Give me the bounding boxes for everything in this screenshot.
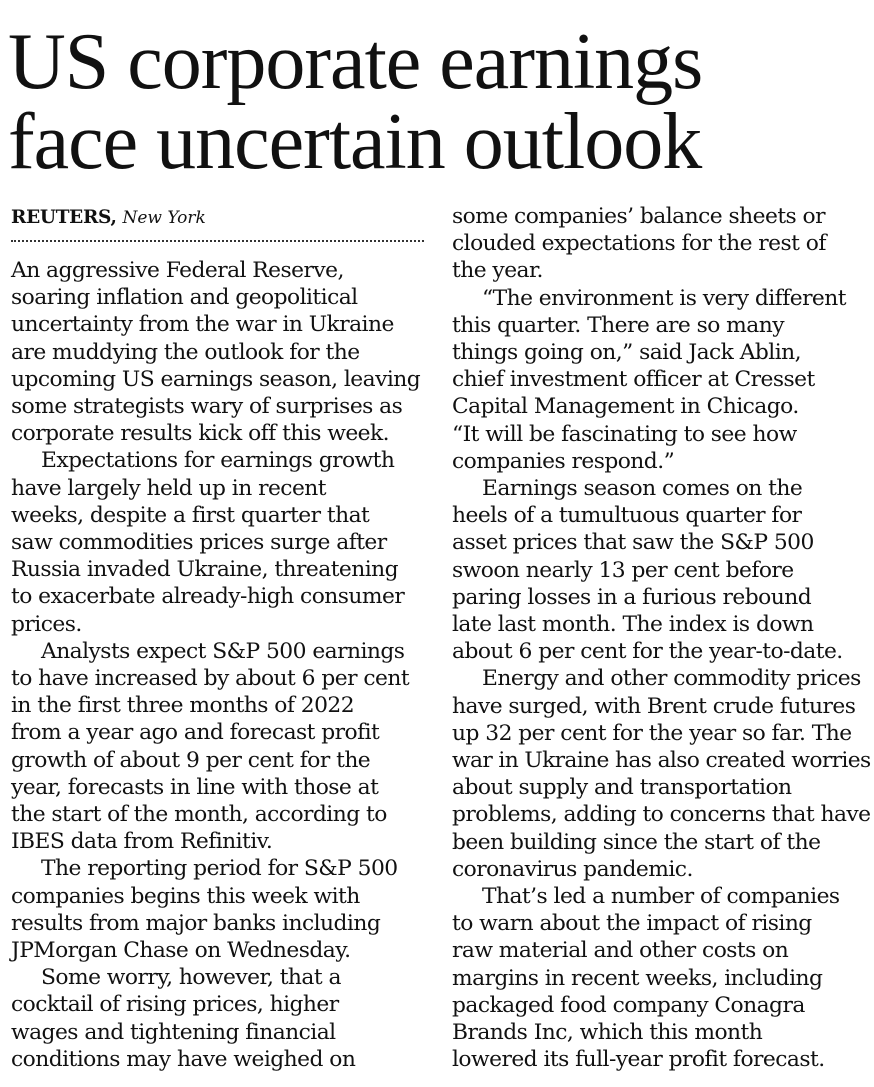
paragraph	[11, 855, 431, 964]
text-line: soaring inflation and geopolitical	[11, 285, 358, 311]
text-line: Energy and other commodity prices	[482, 666, 861, 692]
text-line: have largely held up in recent	[11, 475, 326, 501]
text-line: asset prices that saw the S&P 500	[452, 530, 814, 556]
paragraph	[11, 964, 431, 1073]
text-line: margins in recent weeks, including	[452, 965, 823, 991]
text-line: corporate results kick off this week.	[11, 421, 390, 447]
text-line: growth of about 9 per cent for the	[11, 747, 371, 773]
text-line: Expectations for earnings growth	[41, 448, 395, 474]
paragraph	[452, 883, 872, 1073]
text-line: raw material and other costs on	[452, 938, 789, 964]
text-line: to have increased by about 6 per cent	[11, 666, 410, 692]
text-line: prices.	[11, 611, 82, 637]
text-line: IBES data from Refinitiv.	[11, 829, 273, 855]
text-line: An aggressive Federal Reserve,	[11, 258, 344, 283]
text-line: paring losses in a furious rebound	[452, 584, 812, 610]
text-line: packaged food company Conagra	[452, 992, 805, 1018]
paragraph	[452, 665, 872, 883]
byline-agency: REUTERS,	[11, 207, 117, 228]
text-line: problems, adding to concerns that have	[452, 802, 871, 828]
text-line: companies begins this week with	[11, 883, 360, 909]
text-line: Earnings season comes on the	[482, 476, 803, 502]
text-line: Capital Management in Chicago.	[452, 394, 799, 420]
text-line: been building since the start of the	[452, 829, 821, 855]
text-line: in the first three months of 2022	[11, 693, 355, 719]
text-line: Analysts expect S&P 500 earnings	[41, 638, 405, 664]
text-line: about supply and transportation	[452, 775, 792, 801]
article-column-left	[11, 257, 431, 1073]
text-line: this quarter. There are so many	[452, 312, 784, 338]
text-line: late last month. The index is down	[452, 612, 814, 638]
byline-divider	[11, 240, 424, 242]
text-line: weeks, despite a first quarter that	[11, 502, 370, 528]
text-line: Russia invaded Ukraine, threatening	[11, 557, 399, 583]
paragraph	[452, 475, 872, 665]
text-line: heels of a tumultuous quarter for	[452, 503, 802, 529]
text-line: “It will be fascinating to see how	[452, 421, 797, 447]
text-line: JPMorgan Chase on Wednesday.	[11, 938, 351, 964]
text-line: about 6 per cent for the year-to-date.	[452, 639, 843, 665]
text-line: saw commodities prices surge after	[11, 530, 387, 556]
text-line: things going on,” said Jack Ablin,	[452, 340, 802, 366]
text-line: upcoming US earnings season, leaving	[11, 366, 421, 392]
text-line: chief investment officer at Cresset	[452, 367, 815, 393]
text-line: wages and tightening financial	[11, 1019, 336, 1045]
text-line: to exacerbate already-high consumer	[11, 584, 405, 610]
text-line: have surged, with Brent crude futures	[452, 693, 856, 719]
text-line: from a year ago and forecast profit	[11, 720, 380, 746]
text-line: cocktail of rising prices, higher	[11, 992, 339, 1018]
text-line: uncertainty from the war in Ukraine	[11, 312, 394, 338]
text-line: Some worry, however, that a	[41, 965, 341, 991]
text-line: conditions may have weighed on	[11, 1046, 356, 1072]
paragraph	[452, 203, 872, 285]
text-line: The reporting period for S&P 500	[41, 856, 398, 882]
text-line: are muddying the outlook for the	[11, 339, 360, 365]
text-line: lowered its full-year profit forecast.	[452, 1047, 825, 1073]
text-line: up 32 per cent for the year so far. The	[452, 720, 852, 746]
headline	[8, 18, 868, 186]
text-line: companies respond.”	[452, 448, 675, 474]
text-line: swoon nearly 13 per cent before	[452, 557, 794, 583]
byline-location: New York	[122, 208, 206, 228]
text-line: year, forecasts in line with those at	[11, 774, 379, 800]
headline-line: US corporate earnings	[8, 18, 703, 106]
text-line: to warn about the impact of rising	[452, 911, 812, 937]
text-line: clouded expectations for the rest of	[452, 231, 826, 257]
text-line: some companies’ balance sheets or	[452, 204, 825, 229]
text-line: the year.	[452, 258, 543, 284]
headline-line: face uncertain outlook	[8, 98, 702, 186]
text-line: That’s led a number of companies	[482, 884, 840, 910]
text-line: results from major banks including	[11, 910, 381, 936]
paragraph	[11, 638, 431, 856]
text-line: Brands Inc, which this month	[452, 1020, 763, 1046]
text-line: the start of the month, according to	[11, 802, 387, 828]
text-line: war in Ukraine has also created worries	[452, 748, 871, 774]
text-line: coronavirus pandemic.	[452, 856, 693, 882]
text-line: “The environment is very different	[482, 285, 846, 311]
paragraph	[452, 285, 872, 475]
text-line: some strategists wary of surprises as	[11, 394, 403, 420]
article-column-right	[452, 203, 872, 1074]
paragraph	[11, 447, 431, 637]
byline	[11, 205, 424, 231]
paragraph	[11, 257, 431, 447]
